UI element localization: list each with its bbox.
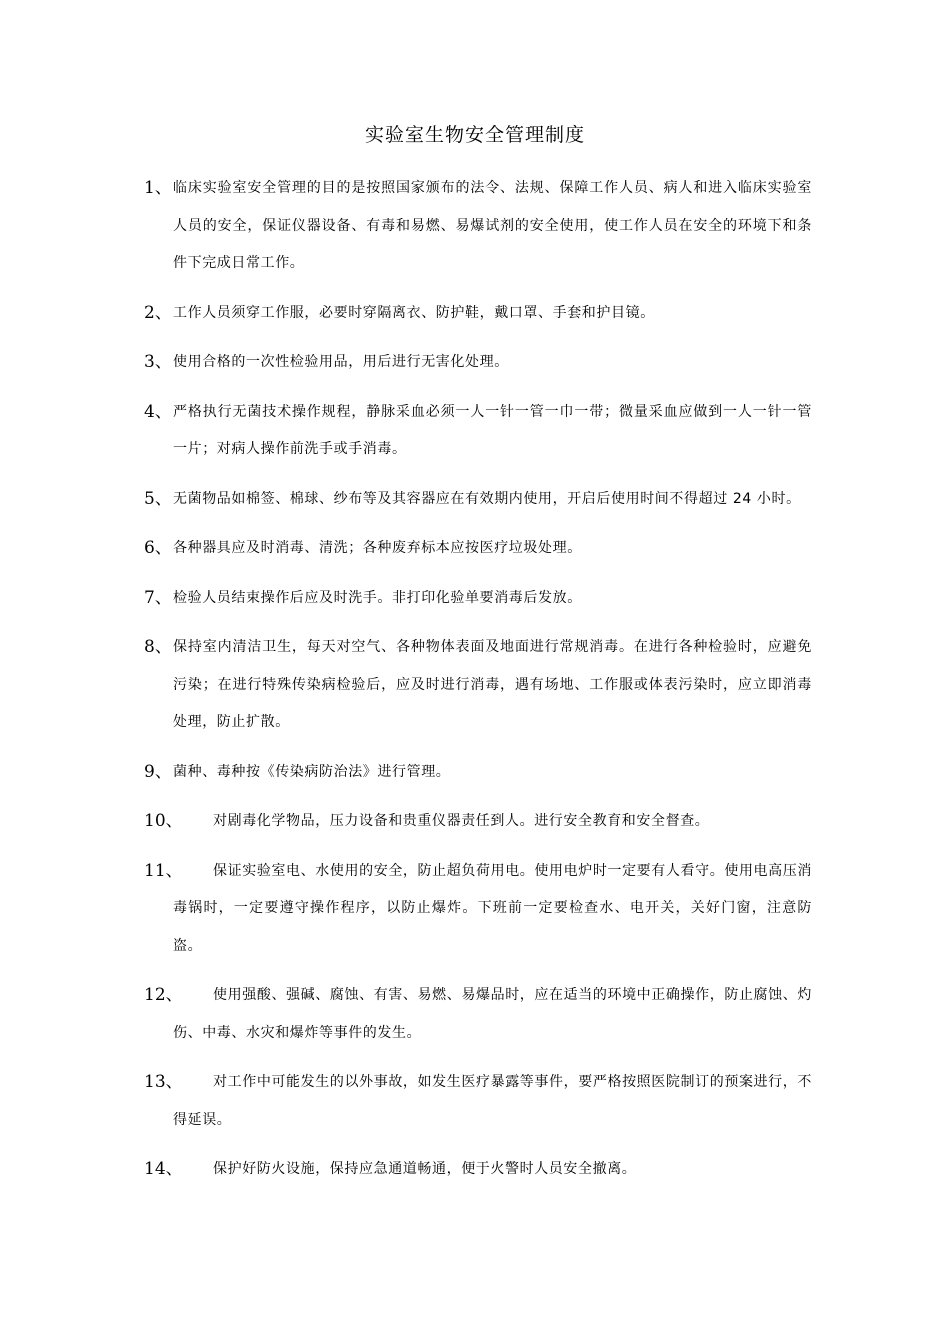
item-number: 12、	[144, 985, 183, 1005]
list-item	[144, 754, 812, 792]
list-item	[144, 853, 812, 966]
item-number: 5、	[144, 488, 172, 509]
item-text: 临床实验室安全管理的目的是按照国家颁布的法令、法规、保障工作人员、病人和进入临床实验室人员的安全，保证仪器设备、有毒和易燃、易爆试剂的安全使用，使工作人员在安全的环境下和条件下完成日常工作。	[173, 180, 812, 271]
list-item	[144, 530, 812, 568]
rules-list	[144, 170, 812, 1201]
item-text: 保护好防火设施，保持应急通道畅通，便于火警时人员安全撤离。	[213, 1161, 637, 1177]
list-item	[144, 295, 812, 333]
item-number: 14、	[144, 1159, 183, 1179]
list-item	[144, 803, 812, 841]
item-number: 11、	[144, 860, 183, 881]
item-number: 1、	[144, 178, 172, 198]
item-text: 严格执行无菌技术操作规程，静脉采血必须一人一针一管一巾一带；微量采血应做到一人一针一管一片；对病人操作前洗手或手消毒。	[173, 403, 812, 457]
list-item	[144, 1151, 812, 1189]
list-item	[144, 1064, 812, 1139]
item-number: 8、	[144, 637, 172, 657]
item-text: 工作人员须穿工作服，必要时穿隔离衣、防护鞋，戴口罩、手套和护目镜。	[173, 304, 655, 321]
item-text: 对剧毒化学物品，压力设备和贵重仪器责任到人。进行安全教育和安全督查。	[213, 813, 710, 829]
item-text: 保证实验室电、水使用的安全，防止超负荷用电。使用电炉时一定要有人看守。使用电高压消毒锅时，一定要遵守操作程序，以防止爆炸。下班前一定要检查水、电开关，关好门窗，注意防盗。	[173, 862, 812, 954]
list-item	[144, 977, 812, 1052]
item-number: 2、	[144, 302, 172, 323]
list-item	[144, 629, 812, 742]
list-item	[144, 394, 812, 469]
item-text: 保持室内清洁卫生，每天对空气、各种物体表面及地面进行常规消毒。在进行各种检验时，应避免污染；在进行特殊传染病检验后，应及时进行消毒，遇有场地、工作服或体表污染时，应立即消毒处理，防止扩散。	[173, 639, 812, 730]
item-number: 4、	[144, 401, 172, 422]
item-number: 3、	[144, 352, 172, 372]
item-text: 对工作中可能发生的以外事故，如发生医疗暴露等事件，要严格按照医院制订的预案进行，不得延误。	[173, 1074, 812, 1128]
item-text: 使用强酸、强碱、腐蚀、有害、易燃、易爆品时，应在适当的环境中正确操作，防止腐蚀、灼伤、中毒、水灾和爆炸等事件的发生。	[173, 987, 812, 1041]
item-text: 检验人员结束操作后应及时洗手。非打印化验单要消毒后发放。	[173, 589, 582, 606]
list-item	[144, 481, 812, 519]
item-number: 9、	[144, 761, 172, 782]
item-text: 菌种、毒种按《传染病防治法》进行管理。	[173, 763, 451, 780]
item-text: 无菌物品如棉签、棉球、纱布等及其容器应在有效期内使用，开启后使用时间不得超过 24 小时。	[173, 490, 801, 507]
list-item	[144, 580, 812, 618]
item-number: 13、	[144, 1072, 183, 1092]
list-item	[144, 344, 812, 382]
item-number: 10、	[144, 811, 183, 831]
list-item	[144, 170, 812, 283]
item-text: 使用合格的一次性检验用品，用后进行无害化处理。	[173, 354, 509, 370]
item-text: 各种器具应及时消毒、清洗；各种废弃标本应按医疗垃圾处理。	[173, 540, 582, 556]
item-number: 7、	[144, 587, 172, 608]
item-number: 6、	[144, 538, 172, 558]
document-title: 实验室生物安全管理制度	[364, 124, 585, 146]
